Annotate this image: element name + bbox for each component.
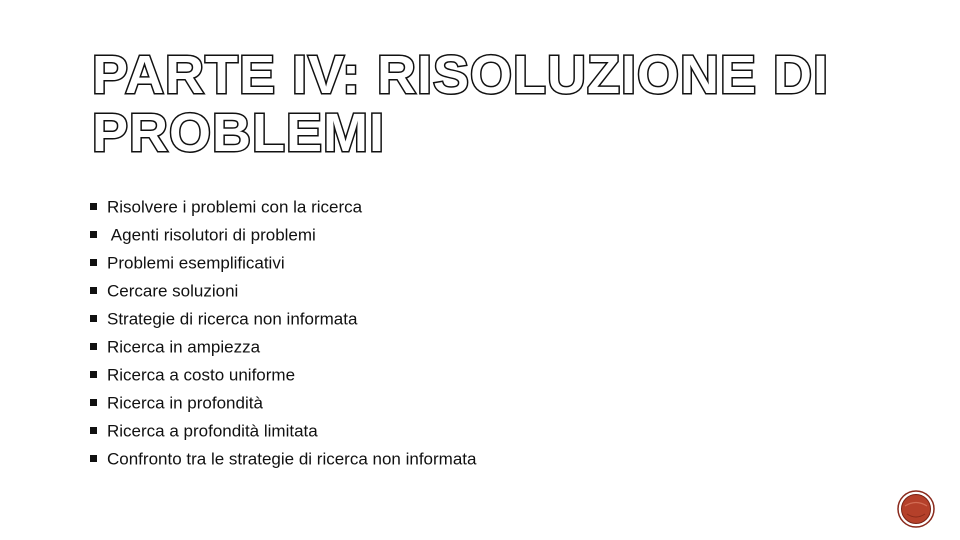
bullet-square-icon [90, 259, 97, 266]
bullet-text: Agenti risolutori di problemi [107, 225, 316, 245]
slide-title [92, 46, 872, 162]
bullet-item [90, 417, 476, 445]
bullet-text: Ricerca in ampiezza [107, 337, 261, 357]
bullet-text: Problemi esemplificativi [107, 253, 285, 273]
bullet-text: Risolvere i problemi con la ricerca [107, 197, 363, 217]
bullet-text: Ricerca a costo uniforme [107, 365, 296, 385]
bullet-list [90, 193, 476, 473]
slide-title-line-1: PARTE IV: RISOLUZIONE DI [92, 45, 830, 105]
bullet-square-icon [90, 399, 97, 406]
bullet-square-icon [90, 371, 97, 378]
bullet-item [90, 333, 476, 361]
bullet-text: Ricerca a profondità limitata [107, 421, 318, 441]
bullet-item [90, 389, 476, 417]
bullet-item [90, 221, 476, 249]
bullet-text: Confronto tra le strategie di ricerca non informata [107, 449, 477, 469]
bullet-item [90, 305, 476, 333]
circle-badge-icon [896, 489, 936, 529]
bullet-text: Cercare soluzioni [107, 281, 239, 301]
bullet-square-icon [90, 343, 97, 350]
bullet-item [90, 445, 476, 473]
bullet-square-icon [90, 455, 97, 462]
bullet-square-icon [90, 203, 97, 210]
bullet-text: Strategie di ricerca non informata [107, 309, 358, 329]
bullet-square-icon [90, 287, 97, 294]
bullet-square-icon [90, 231, 97, 238]
bullet-item [90, 193, 476, 221]
slide-title-line-2: PROBLEMI [92, 103, 386, 163]
bullet-text: Ricerca in profondità [107, 393, 263, 413]
bullet-item [90, 361, 476, 389]
bullet-square-icon [90, 427, 97, 434]
bullet-item [90, 277, 476, 305]
bullet-square-icon [90, 315, 97, 322]
bullet-item [90, 249, 476, 277]
